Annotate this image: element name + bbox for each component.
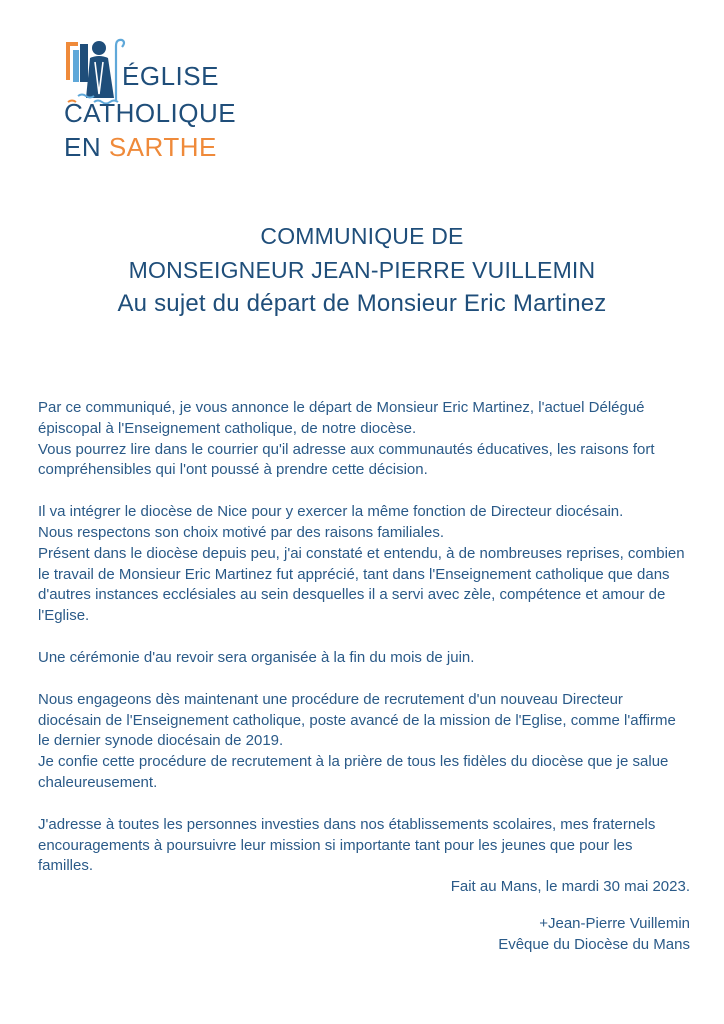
paragraph-text: Nous respectons son choix motivé par des raisons familiales. xyxy=(38,523,445,541)
logo-text-en-sarthe xyxy=(64,134,217,160)
signature-name: +Jean-Pierre Vuillemin xyxy=(539,914,690,932)
paragraph-ceremony xyxy=(38,648,690,669)
paragraph-text: Présent dans le diocèse depuis peu, j'ai constaté et entendu, à de nombreuses reprises, combien le travail de Monsieur Eric Martinez fut apprécié, tant dans l'Enseignement catholique que dans d'autres instances ecclésiales au sein desquelles il a servi avec zèle, compétence et amour de l'Eglise. xyxy=(38,544,685,625)
logo-text-sarthe: SARTHE xyxy=(108,132,217,162)
paragraph-text: Je confie cette procédure de recrutement à la prière de tous les fidèles du diocèse que je salue chaleureusement. xyxy=(38,753,669,791)
paragraph-text: Par ce communiqué, je vous annonce le départ de Monsieur Eric Martinez, l'actuel Délégué épiscopal à l'Enseignement catholique, de notre diocèse. xyxy=(38,399,645,437)
signature-block xyxy=(38,914,690,956)
paragraph-encouragement xyxy=(38,815,690,877)
date-line: Fait au Mans, le mardi 30 mai 2023. xyxy=(450,878,690,896)
paragraph-announcement xyxy=(38,398,690,481)
diocese-logo xyxy=(64,36,237,162)
logo-text-eglise: ÉGLISE xyxy=(122,61,219,91)
paragraph-text: Il va intégrer le diocèse de Nice pour y exercer la même fonction de Directeur diocésain. xyxy=(38,503,624,521)
communique-body xyxy=(38,398,690,956)
bishop-figure-logo-icon xyxy=(64,36,128,106)
title-line-bishop-name: MONSEIGNEUR JEAN-PIERRE VUILLEMIN xyxy=(128,257,596,283)
logo-text-en: EN xyxy=(64,132,109,162)
logo-text-catholique: CATHOLIQUE xyxy=(64,98,237,128)
paragraph-nice xyxy=(38,502,690,627)
title-line-communique: COMMUNIQUE DE xyxy=(260,223,464,249)
paragraph-text: J'adresse à toutes les personnes investies dans nos établissements scolaires, mes fraternels encouragements à poursuivre leur mission si importante tant pour les jeunes que pour les familles. xyxy=(38,815,656,875)
title-line-subject: Au sujet du départ de Monsieur Eric Martinez xyxy=(117,290,607,317)
paragraph-text: Vous pourrez lire dans le courrier qu'il adresse aux communautés éducatives, les raisons fort compréhensibles qui l'ont poussé à prendre cette décision. xyxy=(38,440,655,479)
communique-title xyxy=(0,219,724,321)
signature-role: Evêque du Diocèse du Mans xyxy=(498,935,690,953)
paragraph-text: Nous engageons dès maintenant une procédure de recrutement d'un nouveau Directeur diocésain de l'Enseignement catholique, poste avancé de la mission de l'Eglise, comme l'affirme le dernier synode diocésain de 2019. xyxy=(38,690,676,750)
paragraph-recruitment xyxy=(38,690,690,794)
paragraph-text: Une cérémonie d'au revoir sera organisée à la fin du mois de juin. xyxy=(38,648,475,666)
